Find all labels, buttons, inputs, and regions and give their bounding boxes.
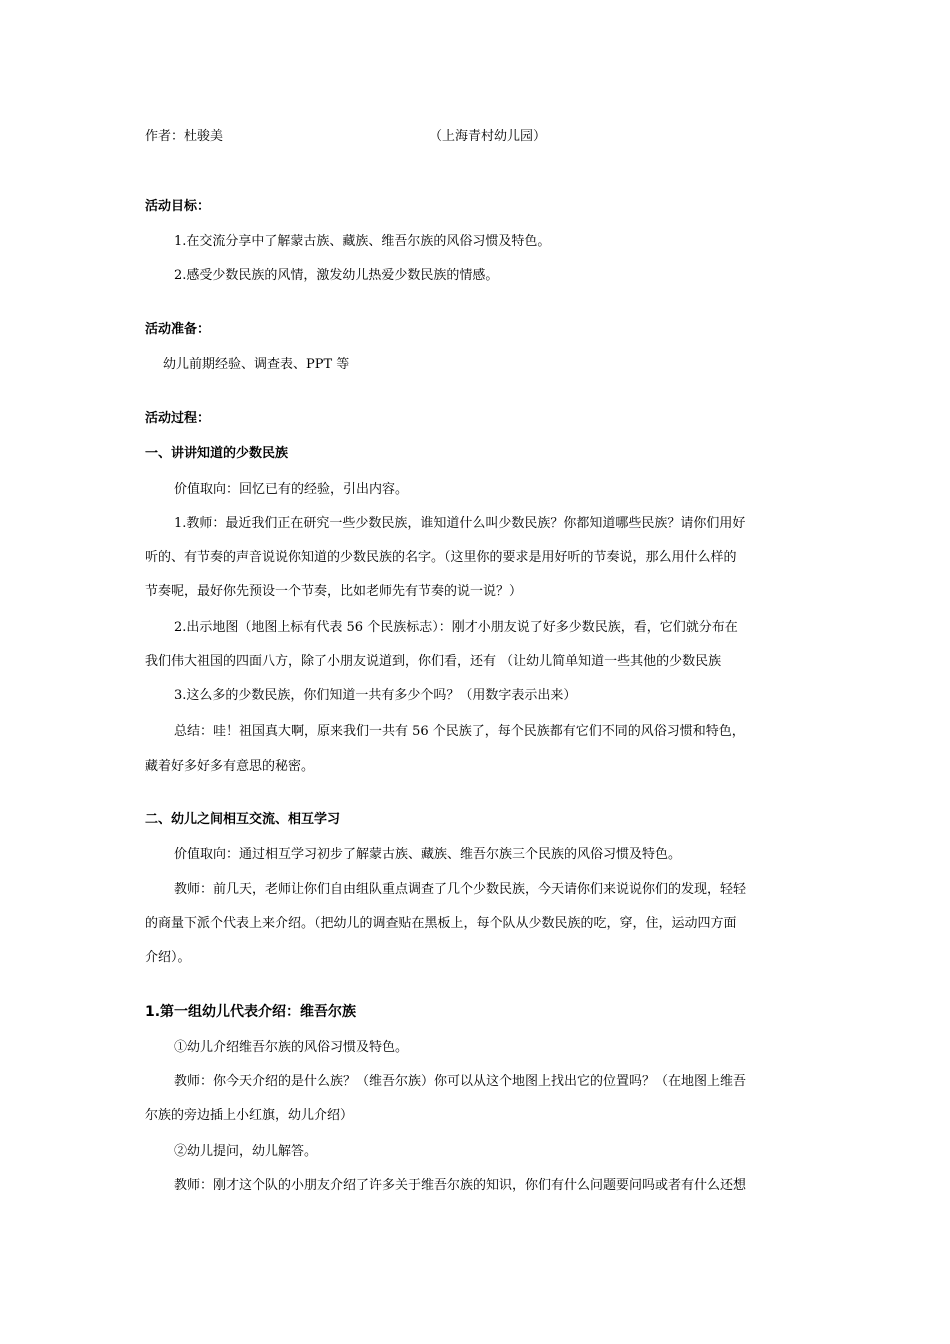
goal-item-2: 2.感受少数民族的风情，激发幼儿热爱少数民族的情感。 bbox=[174, 268, 499, 283]
author-school: （上海青村幼儿园） bbox=[429, 129, 547, 144]
goals-heading: 活动目标： bbox=[145, 199, 211, 214]
group1-teacher2-line1: 教师：刚才这个队的小朋友介绍了许多关于维吾尔族的知识，你们有什么问题要问吗或者有什么还想 bbox=[174, 1178, 747, 1193]
author-line bbox=[145, 127, 547, 147]
part1-p2-line1: 2.出示地图（地图上标有代表 56 个民族标志）：刚才小朋友说了好多少数民族，看，它们就分布在 bbox=[174, 620, 738, 635]
group1-heading: 1.第一组幼儿代表介绍：维吾尔族 bbox=[145, 1004, 357, 1020]
part2-teacher-line1: 教师：前几天，老师让你们自由组队重点调查了几个少数民族，今天请你们来说说你们的发现，轻轻 bbox=[174, 882, 747, 897]
prep-text: 幼儿前期经验、调查表、PPT 等 bbox=[163, 357, 350, 372]
part1-heading: 一、讲讲知道的少数民族 bbox=[145, 446, 289, 461]
author-name: 作者：杜骏美 bbox=[145, 129, 224, 144]
part1-p2-line2: 我们伟大祖国的四面八方，除了小朋友说道到，你们看，还有 （让幼儿简单知道一些其他的少数民族 bbox=[145, 654, 722, 669]
group1-teacher1-line2: 尔族的旁边插上小红旗，幼儿介绍） bbox=[145, 1108, 354, 1123]
part1-p1-line3: 节奏呢，最好你先预设一个节奏，比如老师先有节奏的说一说？） bbox=[145, 584, 523, 599]
part2-teacher-line3: 介绍）。 bbox=[145, 950, 191, 965]
part2-heading: 二、幼儿之间相互交流、相互学习 bbox=[145, 812, 341, 827]
part2-teacher-line2: 的商量下派个代表上来介绍。（把幼儿的调查贴在黑板上，每个队从少数民族的吃，穿，住，运动四方面 bbox=[145, 916, 737, 931]
part1-summary-line1: 总结：哇！祖国真大啊，原来我们一共有 56 个民族了，每个民族都有它们不同的风俗习惯和特色， bbox=[174, 724, 745, 739]
goal-item-1: 1.在交流分享中了解蒙古族、藏族、维吾尔族的风俗习惯及特色。 bbox=[174, 234, 551, 249]
group1-teacher1-line1: 教师：你今天介绍的是什么族？（维吾尔族）你可以从这个地图上找出它的位置吗？（在地图上维吾 bbox=[174, 1074, 747, 1089]
prep-heading: 活动准备： bbox=[145, 322, 211, 337]
part1-p1-line1: 1.教师：最近我们正在研究一些少数民族，谁知道什么叫少数民族？你都知道哪些民族？请你们用好 bbox=[174, 516, 746, 531]
part1-value: 价值取向：回忆已有的经验，引出内容。 bbox=[174, 482, 409, 497]
part1-summary-line2: 藏着好多好多有意思的秘密。 bbox=[145, 759, 315, 774]
group1-step1: ①幼儿介绍维吾尔族的风俗习惯及特色。 bbox=[174, 1040, 409, 1055]
part2-value: 价值取向：通过相互学习初步了解蒙古族、藏族、维吾尔族三个民族的风俗习惯及特色。 bbox=[174, 847, 682, 862]
part1-p3: 3.这么多的少数民族，你们知道一共有多少个吗？（用数字表示出来） bbox=[174, 688, 577, 703]
part1-p1-line2: 听的、有节奏的声音说说你知道的少数民族的名字。（这里你的要求是用好听的节奏说，那么用什么样的 bbox=[145, 550, 737, 565]
group1-step2: ②幼儿提问，幼儿解答。 bbox=[174, 1144, 318, 1159]
process-heading: 活动过程： bbox=[145, 411, 211, 426]
